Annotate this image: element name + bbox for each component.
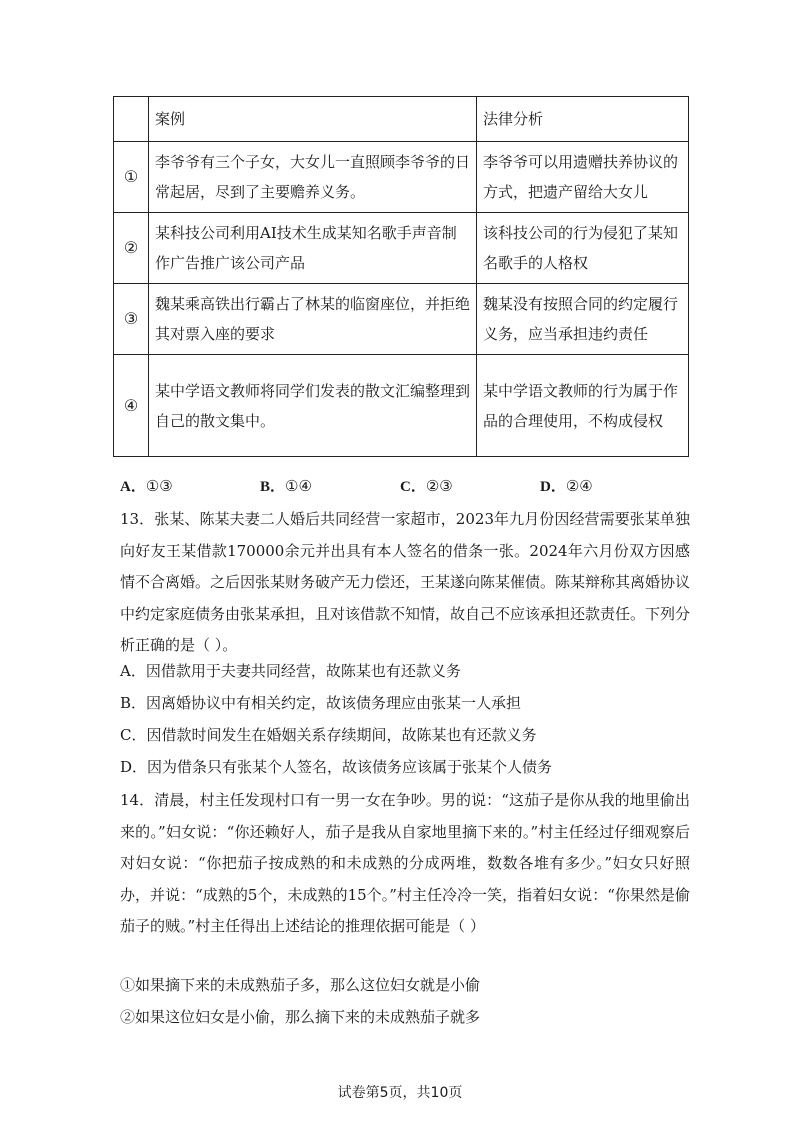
option-a <box>120 475 173 496</box>
table-row <box>114 284 689 355</box>
choice-a: A．因借款用于夫妻共同经营，故陈某也有还款义务 <box>120 662 461 680</box>
option-b <box>260 475 312 496</box>
option-text: ②④ <box>565 477 593 495</box>
choice-b: B．因离婚协议中有相关约定，故该债务理应由张某一人承担 <box>120 694 522 712</box>
row-number: ③ <box>114 284 149 355</box>
table-row <box>114 355 689 457</box>
header-num-cell <box>114 97 149 142</box>
option-letter: C． <box>400 479 426 495</box>
option-c <box>400 475 453 496</box>
statement-2: ②如果这位妇女是小偷，那么摘下来的未成熟茄子就多 <box>120 1008 481 1026</box>
page-footer: 试卷第5页，共10页 <box>337 1085 463 1101</box>
case-cell: 某中学语文教师将同学们发表的散文汇编整理到自己的散文集中。 <box>149 355 477 457</box>
option-d <box>540 475 593 496</box>
case-analysis-table <box>113 96 689 457</box>
question-14-stem: 14．清晨，村主任发现村口有一男一女在争吵。男的说：“这茄子是你从我的地里偷出来的。”妇女说：“你还赖好人，茄子是我从自家地里摘下来的。”村主任经过仔细观察后对妇女说：“你把茄子按成熟的和未成熟的分成两堆，数数各堆有多少。”妇女只好照办，并说：“成熟的5个，未成熟的15个。”村主任冷冷一笑，指着妇女说：“你果然是偷茄子的贼。”村主任得出上述结论的推理依据可能是（ ） <box>120 791 690 935</box>
analysis-cell: 某中学语文教师的行为属于作品的合理使用，不构成侵权 <box>477 355 689 457</box>
case-cell: 魏某乘高铁出行霸占了林某的临窗座位，并拒绝其对票入座的要求 <box>149 284 477 355</box>
row-number: ④ <box>114 355 149 457</box>
table-row <box>114 213 689 284</box>
option-text: ①④ <box>285 477 312 495</box>
question-13-stem: 13．张某、陈某夫妻二人婚后共同经营一家超市，2023年九月份因经营需要张某单独向好友王某借款170000余元并出具有本人签名的借条一张。2024年六月份双方因感情不合离婚。之后因张某财务破产无力偿还，王某遂向陈某催债。陈某辩称其离婚协议中约定家庭债务由张某承担，且对该借款不知情，故自己不应该承担还款责任。下列分析正确的是（ ）。 <box>120 510 691 654</box>
option-text: ①③ <box>145 477 173 495</box>
row-number: ① <box>114 142 149 213</box>
table-row <box>114 142 689 213</box>
option-letter: A． <box>120 479 146 495</box>
case-cell: 李爷爷有三个子女，大女儿一直照顾李爷爷的日常起居，尽到了主要赡养义务。 <box>149 142 477 213</box>
choice-c: C．因借款时间发生在婚姻关系存续期间，故陈某也有还款义务 <box>120 726 537 744</box>
analysis-cell: 魏某没有按照合同的约定履行义务，应当承担违约责任 <box>477 284 689 355</box>
case-cell: 某科技公司利用AI技术生成某知名歌手声音制作广告推广该公司产品 <box>149 213 477 284</box>
statement-1: ①如果摘下来的未成熟茄子多，那么这位妇女就是小偷 <box>120 976 481 994</box>
row-number: ② <box>114 213 149 284</box>
choice-d: D．因为借条只有张某个人签名，故该债务应该属于张某个人债务 <box>120 758 553 776</box>
option-letter: B． <box>260 479 286 495</box>
header-analysis-cell: 法律分析 <box>477 97 689 142</box>
header-case-cell: 案例 <box>149 97 477 142</box>
table-header-row <box>114 97 689 142</box>
analysis-cell: 该科技公司的行为侵犯了某知名歌手的人格权 <box>477 213 689 284</box>
option-text: ②③ <box>425 477 453 495</box>
analysis-cell: 李爷爷可以用遗赠扶养协议的方式，把遗产留给大女儿 <box>477 142 689 213</box>
option-letter: D． <box>540 479 566 495</box>
